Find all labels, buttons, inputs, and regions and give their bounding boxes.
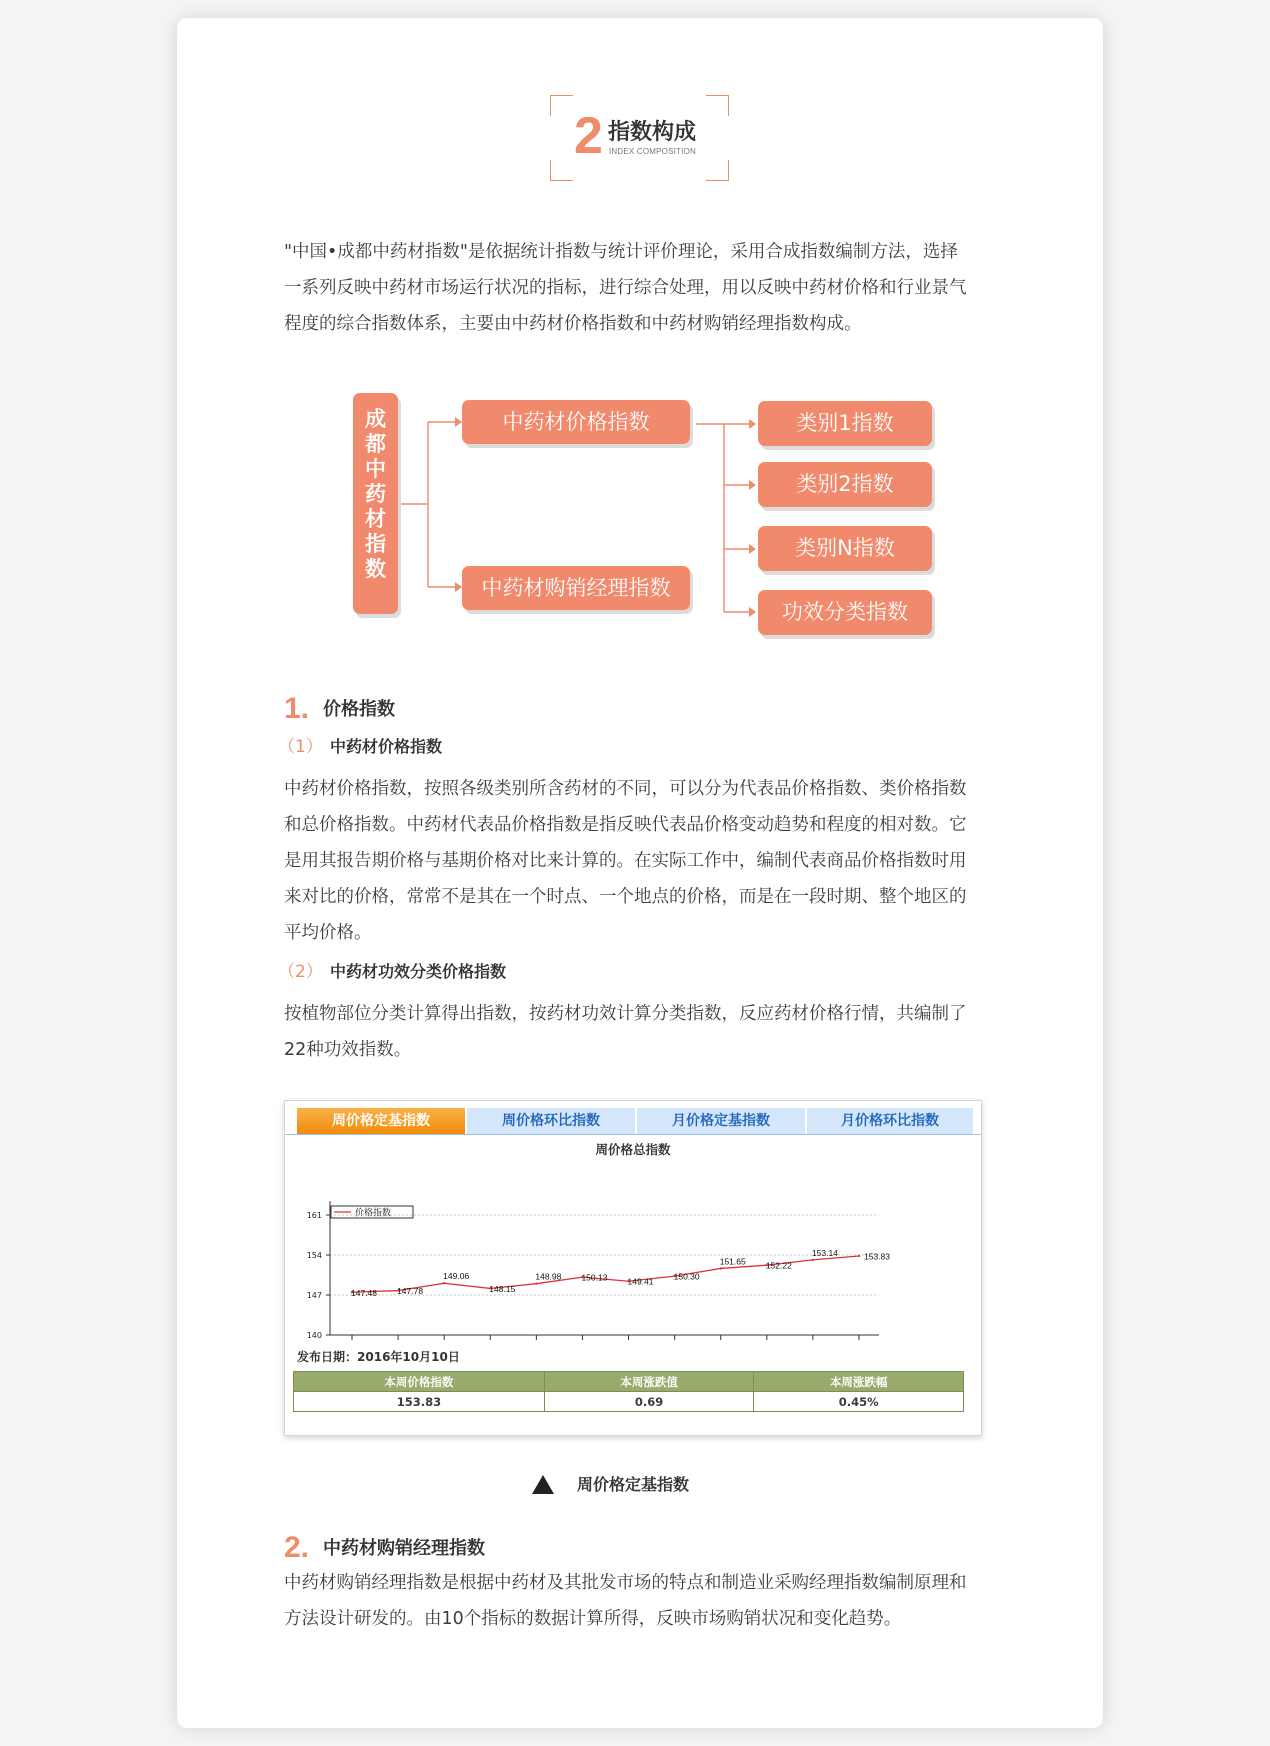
release-date-label: 发布日期： <box>297 1350 358 1364</box>
data-label: 147.78 <box>397 1286 424 1297</box>
y-tick-label: 147 <box>306 1291 322 1300</box>
diagram-node-efficacy: 功效分类指数 <box>758 590 932 635</box>
subheading-title: 中药材价格指数 <box>330 737 443 756</box>
subheading-title: 中药材功效分类价格指数 <box>330 962 507 981</box>
table-header-cell: 本周价格指数 <box>294 1372 545 1392</box>
diagram-node-category-2: 类别2指数 <box>758 462 932 507</box>
data-label: 149.41 <box>627 1276 654 1287</box>
data-point <box>720 1267 722 1269</box>
data-point <box>858 1255 860 1257</box>
table-row <box>294 1392 964 1412</box>
release-date-row <box>297 1348 460 1365</box>
diagram-root-node <box>353 393 398 614</box>
data-point <box>812 1259 814 1261</box>
index-screenshot <box>284 1100 982 1436</box>
data-label: 147.48 <box>351 1287 377 1298</box>
table-header-cell: 本周涨跌值 <box>544 1372 754 1392</box>
tab-weekly-fixed-base[interactable]: 周价格定基指数 <box>297 1108 465 1135</box>
paragraph-line: 来对比的价格，常常不是其在一个时点、一个地点的价格，而是在一段时期、整个地区的 <box>284 887 967 907</box>
table-cell: 0.45% <box>754 1392 964 1412</box>
paragraph-line: 中药材价格指数，按照各级类别所含药材的不同，可以分为代表品价格指数、类价格指数 <box>284 779 967 799</box>
tab-monthly-fixed-base[interactable]: 月价格定基指数 <box>637 1108 805 1135</box>
data-label: 150.30 <box>673 1271 700 1282</box>
data-label: 150.13 <box>581 1272 608 1283</box>
data-label: 148.98 <box>535 1271 562 1282</box>
diagram-node-pmi: 中药材购销经理指数 <box>462 566 690 610</box>
data-label: 149.06 <box>443 1271 470 1282</box>
y-tick-label: 161 <box>306 1211 322 1220</box>
heading-number: 1. <box>284 692 310 725</box>
table-header-cell: 本周涨跌幅 <box>754 1372 964 1392</box>
diagram-node-category-1: 类别1指数 <box>758 401 932 446</box>
diagram-node-price-index: 中药材价格指数 <box>462 400 690 444</box>
paragraph-line: 方法设计研发的。由10个指标的数据计算所得，反映市场购销状况和变化趋势。 <box>284 1609 902 1629</box>
y-tick-label: 140 <box>306 1331 322 1340</box>
data-label: 152.22 <box>765 1260 792 1271</box>
release-date-value: 2016年10月10日 <box>357 1350 460 1364</box>
section-number: 2 <box>574 107 603 165</box>
data-label: 151.65 <box>719 1256 746 1267</box>
paragraph-line: 22种功效指数。 <box>284 1040 412 1060</box>
diagram-root-label: 成都中药材指数 <box>365 407 386 581</box>
paragraph-line: 和总价格指数。中药材代表品价格指数是指反映代表品价格变动趋势和程度的相对数。它 <box>284 815 967 835</box>
table-header-row <box>294 1372 964 1392</box>
figure-caption: 周价格定基指数 <box>577 1475 690 1494</box>
paragraph-line: 按植物部位分类计算得出指数，按药材功效计算分类指数，反应药材价格行情，共编制了 <box>284 1004 967 1024</box>
weekly-price-chart <box>285 1135 981 1345</box>
data-label: 148.15 <box>489 1283 516 1294</box>
table-cell: 0.69 <box>544 1392 754 1412</box>
table-cell: 153.83 <box>294 1392 545 1412</box>
paragraph-line: 中药材购销经理指数是根据中药材及其批发市场的特点和制造业采购经理指数编制原理和 <box>284 1573 967 1593</box>
efficacy-paragraph <box>284 996 994 1068</box>
chart-title: 周价格总指数 <box>595 1142 671 1157</box>
tab-weekly-chain[interactable]: 周价格环比指数 <box>467 1108 635 1135</box>
section-subtitle: INDEX COMPOSITION <box>609 147 696 156</box>
paragraph-line: 平均价格。 <box>284 923 372 943</box>
intro-line: "中国•成都中药材指数"是依据统计指数与统计评价理论，采用合成指数编制方法，选择 <box>284 242 958 262</box>
intro-line: 程度的综合指数体系，主要由中药材价格指数和中药材购销经理指数构成。 <box>284 314 862 334</box>
weekly-stats-table <box>293 1371 964 1412</box>
tab-monthly-chain[interactable]: 月价格环比指数 <box>807 1108 973 1135</box>
legend-label: 价格指数 <box>355 1208 392 1219</box>
y-tick-label: 154 <box>306 1251 322 1260</box>
data-point <box>535 1282 537 1284</box>
data-label: 153.83 <box>864 1251 890 1262</box>
diagram-node-category-n: 类别N指数 <box>758 526 932 571</box>
pmi-paragraph <box>284 1565 994 1637</box>
data-label: 153.14 <box>811 1247 838 1258</box>
subheading-number: （1） <box>278 737 323 757</box>
section-title: 指数构成 <box>608 120 697 145</box>
heading-number: 2. <box>284 1531 310 1564</box>
heading-title: 价格指数 <box>323 699 395 720</box>
price-index-paragraph <box>284 771 994 951</box>
heading-title: 中药材购销经理指数 <box>323 1538 485 1559</box>
paragraph-line: 是用其报告期价格与基期价格对比来计算的。在实际工作中，编制代表商品价格指数时用 <box>284 851 967 871</box>
intro-line: 一系列反映中药材市场运行状况的指标，进行综合处理，用以反映中药材价格和行业景气 <box>284 278 967 298</box>
triangle-up-icon <box>532 1475 554 1494</box>
subheading-number: （2） <box>278 962 323 982</box>
data-point <box>443 1282 445 1284</box>
